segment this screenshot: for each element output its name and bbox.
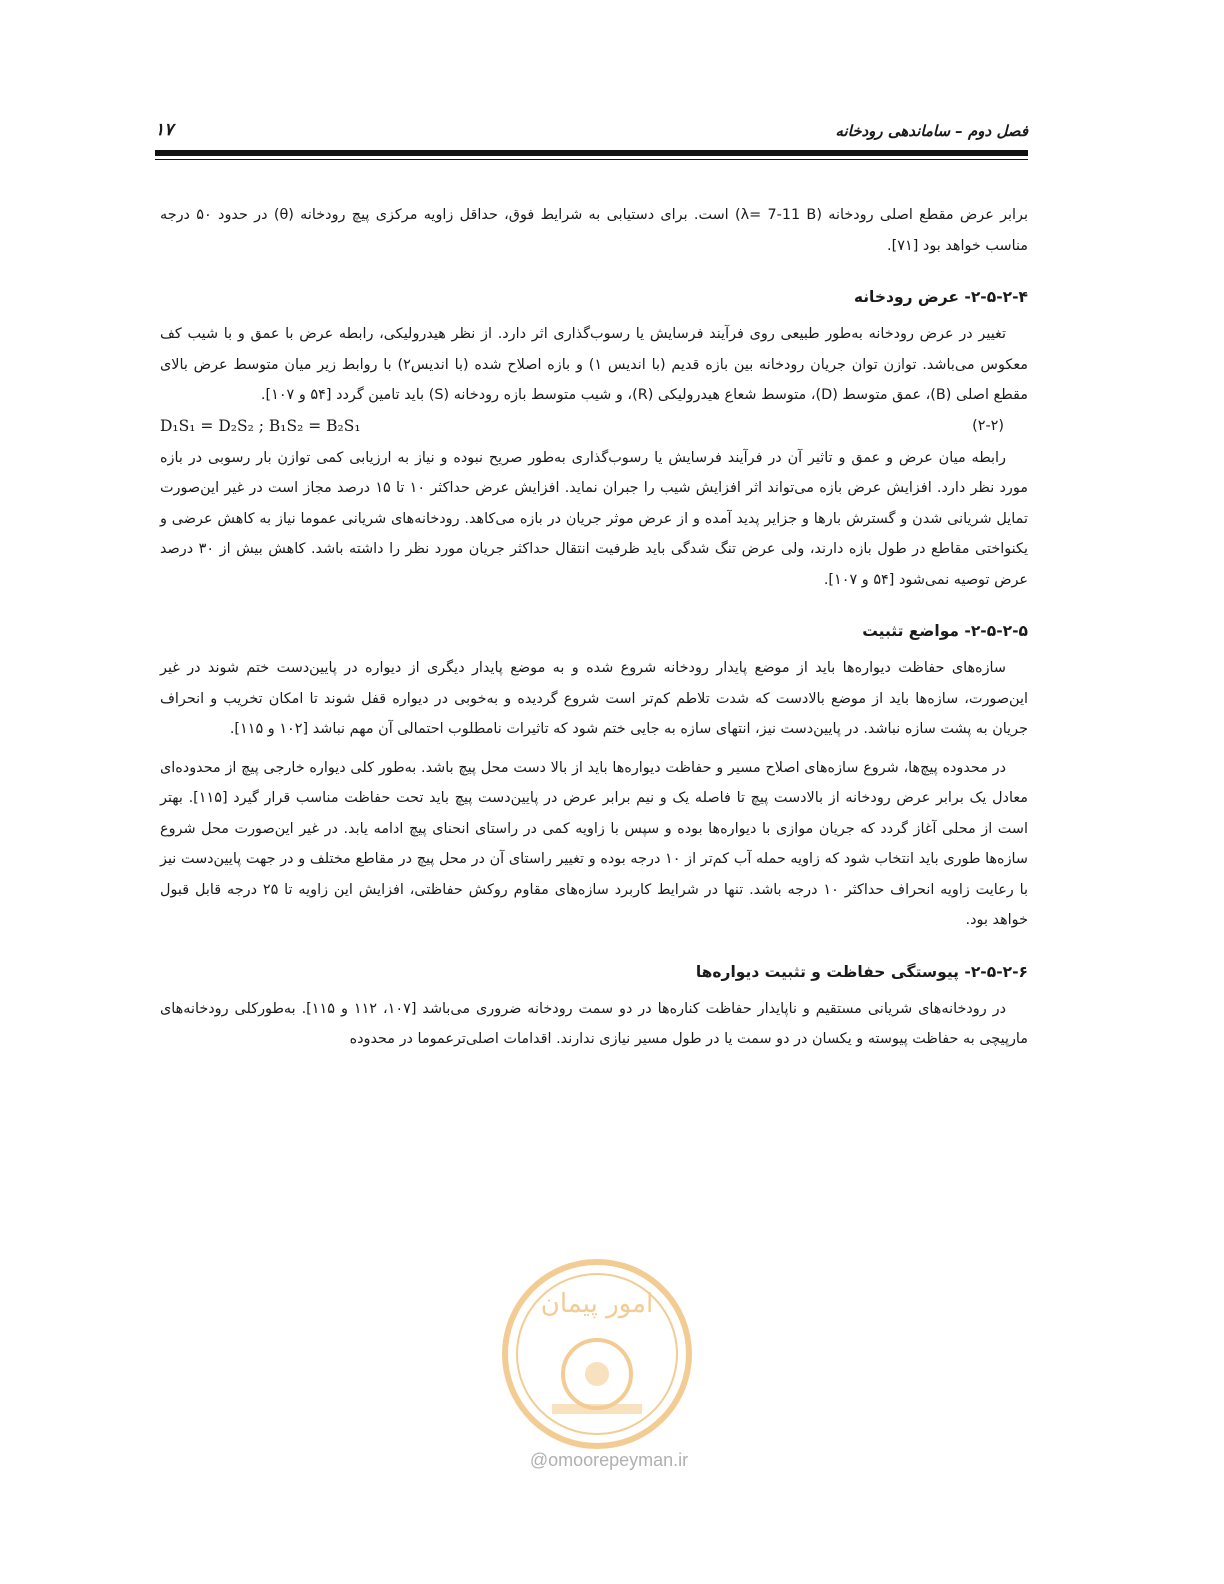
watermark-logo-text: امور پیمان [540,1289,654,1319]
paragraph-river-width: تغییر در عرض رودخانه به‌طور طبیعی روی فرآیند فرسایش یا رسوب‌گذاری اثر دارد. از نظر هیدرولیکی، رابطه عرض با عمق و با شیب کف معکوس می‌باشد. توازن توان جریان رودخانه بین بازه قدیم (با اندیس ۱) و بازه اصلاح شده (با اندیس۲) با روابط زیر میان متوسط عرض بالای مقطع اصلی (B)، عمق متوسط (D)، متوسط شعاع هیدرولیکی (R)، و شیب متوسط بازه رودخانه (S) باید تامین گردد [۵۴ و ۱۰۷]. [160,326,1028,403]
page-number: ۱۷ [155,120,174,140]
paragraph-continuation: برابر عرض مقطع اصلی رودخانه (λ= 7-11 B) است. برای دستیابی به شرایط فوق، حداقل زاویه مرکزی پیچ رودخانه (θ) در حدود ۵۰ درجه مناسب خواهد بود [۷۱]. [160,207,1028,254]
watermark-logo-icon [497,1254,697,1454]
paragraph-braided-rivers: در رودخانه‌های شریانی مستقیم و ناپایدار حفاظت کناره‌ها در دو سمت رودخانه ضروری می‌باشد [۱۰۷، ۱۱۲ و ۱۱۵]. به‌طورکلی رودخانه‌های مارپیچی به حفاظت پیوسته و یکسان در دو سمت یا در طول مسیر نیازی ندارند. اقدامات اصلی‌ترعموما در محدوده [160,1000,1028,1047]
paragraph-width-depth: رابطه میان عرض و عمق و تاثیر آن در فرآیند فرسایش یا رسوب‌گذاری به‌طور صریح نبوده و نیاز به ارزیابی کمی توازن بار رسوبی در بازه مورد نظر دارد. افزایش عرض بازه می‌تواند اثر افزایش شیب را جبران نماید. افزایش عرض حداکثر ۱۰ تا ۱۵ درصد مجاز است در غیر این‌صورت تمایل شریانی شدن و گسترش بارها و جزایر پدید آمده و از عرض موثر جریان در بازه می‌کاهد. رودخانه‌های شریانی عموما نیاز به کاهش عرضی و یکنواختی مقاطع در طول بازه دارند، ولی عرض تنگ شدگی باید ظرفیت انتقال حداکثر جریان مورد نظر را داشته باشد. کاهش بیش از ۳۰ درصد عرض توصیه نمی‌شود [۵۴ و ۱۰۷]. [160,449,1028,588]
page-body [160,200,1028,1055]
section-heading-stabilization-locations: ۲-۵-۲-۵- مواضع تثبیت [862,622,1028,640]
chapter-title: فصل دوم – ساماندهی رودخانه [835,122,1028,140]
watermark-site: @omoorepeyman.ir [529,1450,689,1470]
header-rule-thin [155,159,1028,160]
header-rule-thick [155,150,1028,156]
section-heading-river-width: ۲-۵-۲-۴- عرض رودخانه [853,288,1028,306]
paragraph-bends: در محدوده پیچ‌ها، شروع سازه‌های اصلاح مسیر و حفاظت دیواره‌ها باید از بالا دست محل پیچ باشد. به‌طور کلی دیواره خارجی پیچ از محدوده‌ای معادل یک برابر عرض رودخانه از بالادست پیچ تا فاصله یک و نیم برابر عرض در پایین‌دست پیچ باید تحت حفاظت مناسب قرار گیرد [۱۱۵]. بهتر است از محلی آغاز گردد که جریان موازی با دیواره‌ها بوده و سپس با زاویه کمی در راستای انحنای پیچ ادامه یابد. در غیر این‌صورت محل شروع سازه‌ها طوری باید انتخاب شود که زاویه حمله آب کم‌تر از ۱۰ درجه بوده و تغییر راستای آن در محل پیچ در مقاطع مختلف و در جهت پایین‌دست نیز با رعایت زاویه انحراف حداکثر ۱۰ درجه باشد. تنها در شرایط کاربرد سازه‌های مقاوم روکش حفاظتی، افزایش این زاویه تا ۲۵ درجه قابل قبول خواهد بود. [160,759,1028,928]
section-heading-protection-continuity: ۲-۵-۲-۶- پیوستگی حفاظت و تثبیت دیواره‌ها [695,962,1028,981]
equation-number: (۲-۲) [972,417,1004,434]
equation-row [160,411,1028,443]
page-header [155,116,1028,150]
paragraph-bank-protection: سازه‌های حفاظت دیواره‌ها باید از موضع پایدار رودخانه شروع شده و به موضع پایدار دیگری از دیواره در پایین‌دست ختم شوند در غیر این‌صورت، سازه‌ها باید از موضع بالادست که شدت تلاطم کم‌تر است شروع گردیده و به‌خوبی در دیواره قفل شوند تا امکان تخریب و انحراف جریان به پشت سازه نباشد. در پایین‌دست نیز، انتهای سازه به جایی ختم شود که تاثیرات نامطلوب احتمالی آن مهم نباشد [۱۰۲ و ۱۱۵]. [160,660,1028,737]
equation-formula: D₁S₁ = D₂S₂ ; B₁S₂ = B₂S₁ [160,416,361,435]
